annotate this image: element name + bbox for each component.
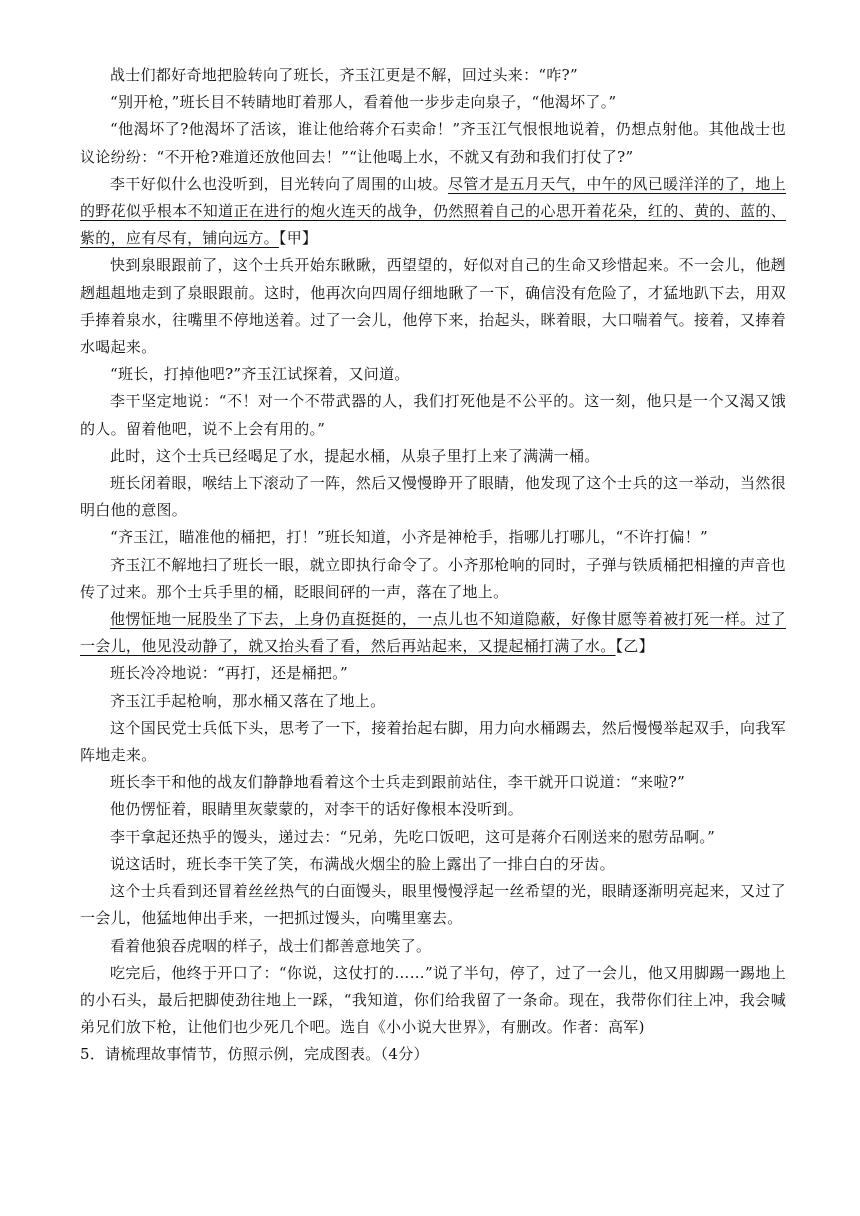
question-5: 5．请梳理故事情节，仿照示例，完成图表。（4分） [80,1045,429,1064]
paragraph-16: 班长李干和他的战友们静静地看着这个士兵走到跟前站住，李干就开口说道：“来啦?” [110,773,686,792]
paragraph-1: 战士们都好奇地把脸转向了班长，齐玉江更是不解，回过头来：“咋?” [110,66,578,84]
paragraph-17: 他仍愣怔着，眼睛里灰蒙蒙的，对李干的话好像根本没听到。 [110,800,524,819]
paragraph-12 [80,606,786,660]
paragraph-9: 班长闭着眼，喉结上下滚动了一阵，然后又慢慢睁开了眼睛，他发现了这个士兵的这一举动，当然很明白他的意图。 [80,474,786,520]
paragraph-4-text: 李干好似什么也没听到，目光转向了周围的山坡。 [110,174,449,193]
marker-yi: 【乙】 [615,637,654,656]
paragraph-21: 看着他狼吞虎咽的样子，战士们都善意地笑了。 [110,936,432,955]
paragraph-19: 说这话时，班长李干笑了笑，布满战火烟尘的脸上露出了一排白白的牙齿。 [110,854,615,873]
passage [80,62,786,1069]
paragraph-18: 李干拿起还热乎的馒头，递过去：“兄弟，先吃口饭吧，这可是蒋介石刚送来的慰劳品啊。” [110,827,716,846]
underlined-passage-yi: 他愣怔地一屁股坐了下去，上身仍直挺挺的，一点儿也不知道隐蔽，好像甘愿等着被打死一样。过了一会儿，他见没动静了，就又抬头看了看，然后再站起来，又提起桶打满了水。 [80,610,786,656]
paragraph-2: “别开枪，”班长目不转睛地盯着那人，看着他一步步走向泉子，“他渴坏了。” [110,93,617,112]
paragraph-15: 这个国民党士兵低下头，思考了一下，接着抬起右脚，用力向水桶踢去，然后慢慢举起双手，向我军阵地走来。 [80,718,786,765]
underlined-passage-jia: 尽管才是五月天气，中午的风已暖洋洋的了，地上的野花似乎根本不知道正在进行的炮火连天的战争，仍然照着自己的心思开着花朵，红的、黄的、蓝的、紫的，应有尽有，铺向远方。 [80,174,786,248]
marker-jia: 【甲】 [278,229,318,248]
paragraph-6: “班长，打掉他吧?”齐玉江试探着，又问道。 [110,365,410,384]
paragraph-8: 此时，这个士兵已经喝足了水，提起水桶，从泉子里打上来了满满一桶。 [110,446,600,465]
paragraph-4 [80,171,786,253]
paragraph-10: “齐玉江，瞄准他的桶把，打！”班长知道，小齐是神枪手，指哪儿打哪儿，“不许打偏！” [110,528,708,547]
paragraph-5: 快到泉眼跟前了，这个士兵开始东瞅瞅，西望望的，好似对自己的生命又珍惜起来。不一会儿，他趔趔趄趄地走到了泉眼跟前。这时，他再次向四周仔细地瞅了一下，确信没有危险了，才猛地趴下去，用双手捧着泉水，往嘴里不停地送着。过了一会儿，他停下来，抬起头，眯着眼，大口喘着气。接着，又捧着水喝起来。 [80,256,786,357]
paragraph-7: 李干坚定地说：“不！对一个不带武器的人，我们打死他是不公平的。这一刻，他只是一个又渴又饿的人。留着他吧，说不上会有用的。” [80,392,786,438]
paragraph-13: 班长冷冷地说：“再打，还是桶把。” [110,664,348,683]
paragraph-20: 这个士兵看到还冒着丝丝热气的白面馒头，眼里慢慢浮起一丝希望的光，眼睛逐渐明亮起来，又过了一会儿，他猛地伸出手来，一把抓过馒头，向嘴里塞去。 [80,882,786,928]
paragraph-11: 齐玉江不解地扫了班长一眼，就立即执行命令了。小齐那枪响的同时，子弹与铁质桶把相撞的声音也传了过来。那个士兵手里的桶，眨眼间砰的一声，落在了地上。 [80,555,786,601]
paragraph-3: “他渴坏了?他渴坏了活该，谁让他给蒋介石卖命！”齐玉江气恨恨地说着，仍想点射他。其他战士也议论纷纷：“不开枪?难道还放他回去！”“让他喝上水，不就又有劲和我们打仗了?” [80,120,786,166]
paragraph-22: 吃完后，他终于开口了：“你说，这仗打的……”说了半句，停了，过了一会儿，他又用脚踢一踢地上的小石头，最后把脚使劲往地上一踩，“我知道，你们给我留了一条命。现在，我带你们往上冲，我会喊弟兄们放下枪，让他们也少死几个吧。选自《小小说大世界》，有删改。作者：高军) [80,963,786,1037]
paragraph-14: 齐玉江手起枪响，那水桶又落在了地上。 [110,691,386,710]
